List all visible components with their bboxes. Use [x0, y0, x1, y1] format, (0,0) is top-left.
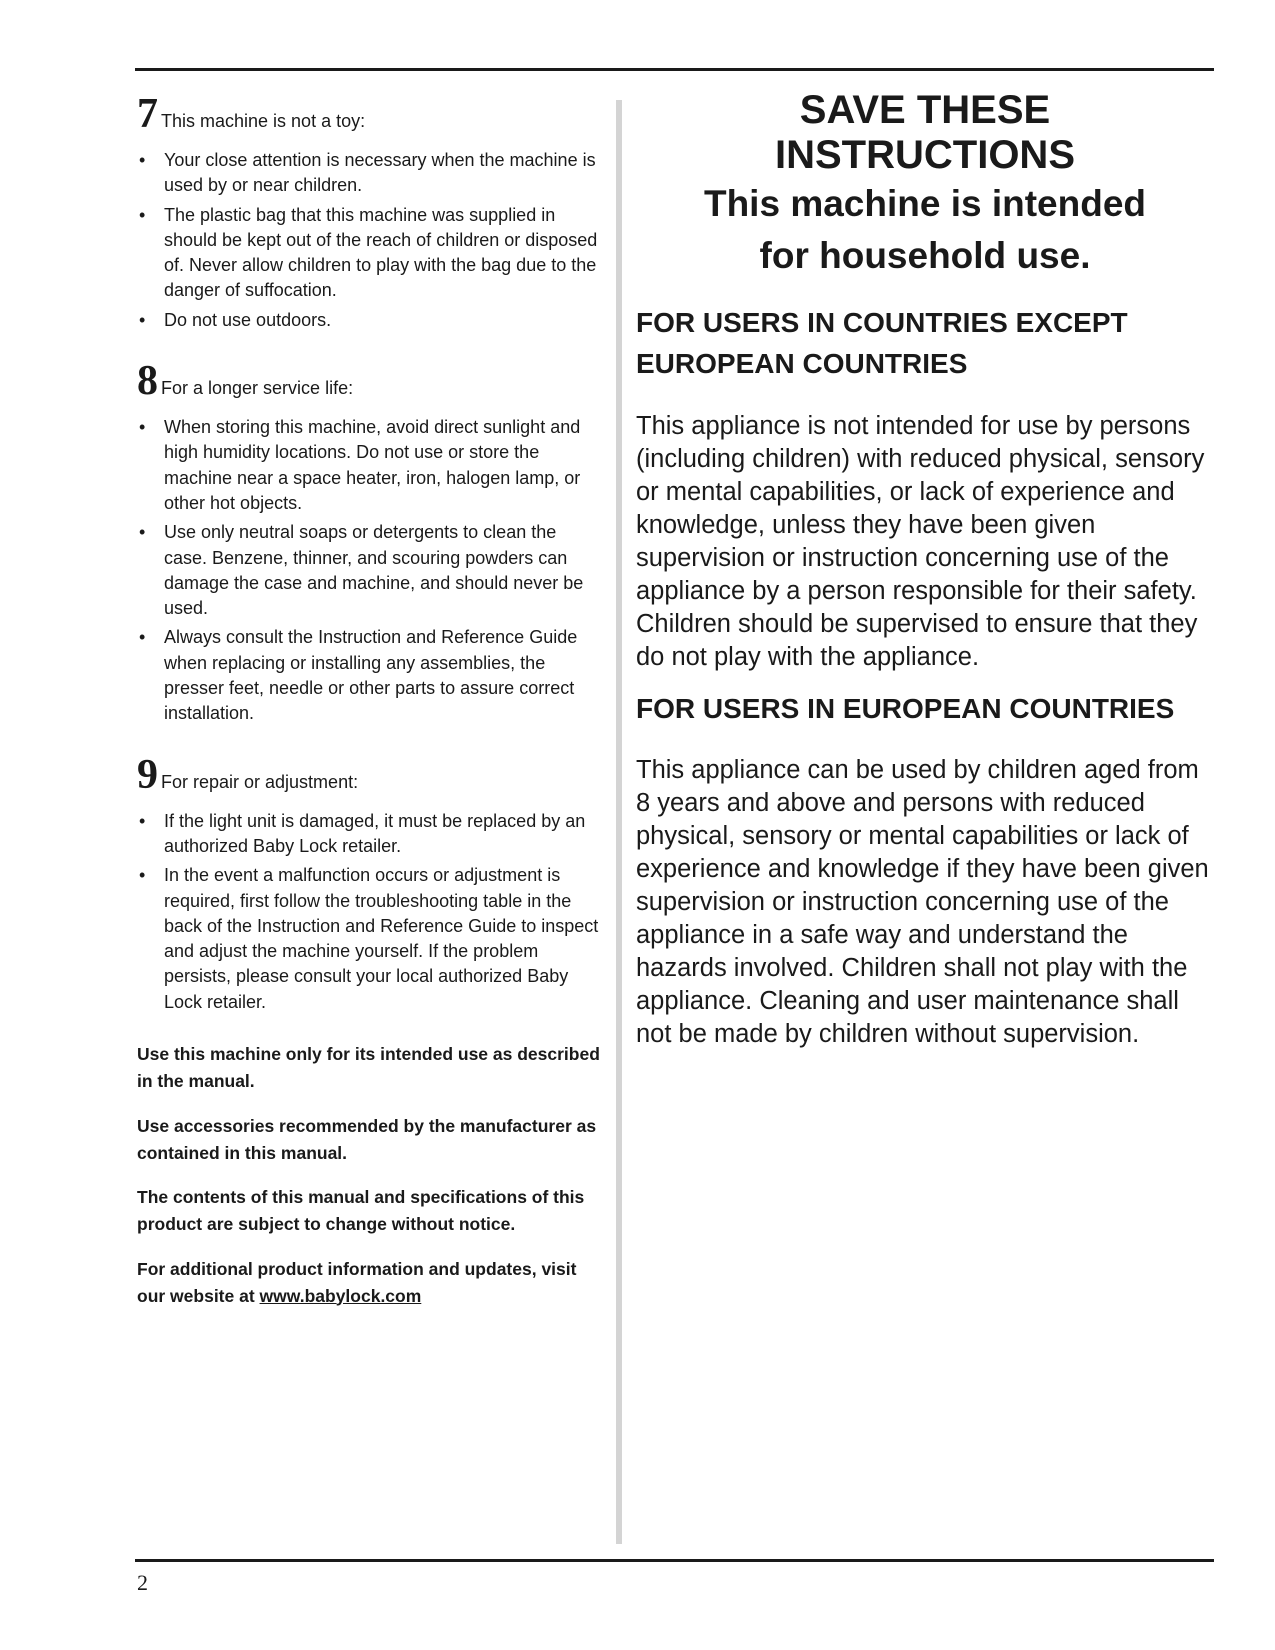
- section-7-heading: [137, 92, 603, 136]
- list-item-text: Your close attention is necessary when the machine is used by or near children.: [164, 150, 596, 196]
- section-title: For a longer service life:: [161, 378, 354, 399]
- bullet-list: [137, 415, 603, 727]
- section-number: 8: [137, 358, 158, 405]
- list-item: [137, 148, 603, 199]
- page-number: 2: [137, 1570, 148, 1595]
- bullet-icon: •: [139, 417, 146, 438]
- list-item-text: When storing this machine, avoid direct sunlight and high humidity locations. Do not use or store the machine near a space heater, iron, halogen lamp, or other hot objects.: [164, 417, 581, 513]
- list-item-text: The plastic bag that this machine was supplied in should be kept out of the reach of children or disposed of. Never allow children to play with the bag due to the danger of suffocation.: [164, 204, 598, 301]
- notes-block: [137, 1041, 603, 1310]
- section-number: 7: [137, 91, 158, 137]
- list-item: [137, 809, 603, 860]
- list-item-text: Always consult the Instruction and Reference Guide when replacing or installing any assemblies, the presser feet, needle or other parts to assure correct installation.: [164, 627, 578, 724]
- bottom-rule: [135, 1559, 1214, 1562]
- section-title: This machine is not a toy:: [161, 111, 366, 131]
- eu-body: This appliance can be used by children aged from 8 years and above and persons with reduced physical, sensory or mental capabilities or lack of experience and knowledge if they have been given supervision or instruction concerning use of the appliance in a safe way and understand the hazards involved. Children shall not play with the appliance. Cleaning and user maintenance shall not be made by children without supervision.: [636, 756, 1209, 1048]
- bullet-icon: •: [139, 309, 146, 330]
- bullet-icon: •: [139, 204, 146, 225]
- non-eu-heading: FOR USERS IN COUNTRIES EXCEPT EUROPEAN COUNTRIES: [636, 307, 1128, 379]
- right-column: [636, 88, 1214, 1065]
- list-item-text: Use only neutral soaps or detergents to clean the case. Benzene, thinner, and scouring powders can damage the case and machine, and should never be used.: [164, 522, 584, 619]
- household-use-heading: This machine is intended for household use.: [703, 183, 1147, 276]
- bullet-icon: •: [139, 627, 146, 648]
- left-column: [137, 92, 603, 1318]
- list-item: [137, 863, 603, 1015]
- list-item-text: In the event a malfunction occurs or adjustment is required, first follow the troubleshooting table in the back of the Instruction and Reference Guide to inspect and adjust the machine yourself. If the problem persists, please consult your local authorized Baby Lock retailer.: [164, 865, 599, 1012]
- section-8-heading: [137, 359, 603, 403]
- section-title: For repair or adjustment:: [161, 771, 359, 792]
- bullet-list: [137, 809, 603, 1015]
- section-7: [137, 92, 603, 333]
- eu-heading: FOR USERS IN EUROPEAN COUNTRIES: [636, 692, 1175, 724]
- top-rule: [135, 68, 1214, 71]
- accessories-note: Use accessories recommended by the manufacturer as contained in this manual.: [137, 1115, 597, 1163]
- save-instructions-title: SAVE THESE INSTRUCTIONS: [775, 88, 1075, 177]
- list-item: [137, 415, 603, 516]
- bullet-icon: •: [139, 810, 146, 831]
- non-eu-body: This appliance is not intended for use by persons (including children) with reduced physical, sensory or mental capabilities, or lack of experience and knowledge, unless they have been given supervision or instruction concerning use of the appliance by a person responsible for their safety. Children should be supervised to ensure that they do not play with the appliance.: [636, 411, 1205, 671]
- website-note: [137, 1256, 603, 1310]
- list-item: [137, 203, 603, 304]
- section-9: [137, 753, 603, 1015]
- section-9-heading: [137, 753, 603, 797]
- list-item: [137, 520, 603, 621]
- website-note-text: For additional product information and updates, visit our website at: [137, 1258, 577, 1306]
- bullet-list: [137, 148, 603, 333]
- list-item-text: Do not use outdoors.: [164, 309, 332, 330]
- list-item: [137, 308, 603, 333]
- section-8: [137, 359, 603, 727]
- section-number: 9: [137, 751, 158, 798]
- bullet-icon: •: [139, 522, 146, 543]
- change-notice-note: The contents of this manual and specifications of this product are subject to change without notice.: [137, 1187, 585, 1235]
- bullet-icon: •: [139, 865, 146, 886]
- intended-use-note: Use this machine only for its intended use as described in the manual.: [137, 1044, 600, 1092]
- list-item-text: If the light unit is damaged, it must be replaced by an authorized Baby Lock retailer.: [164, 810, 586, 856]
- website-link[interactable]: www.babylock.com: [259, 1285, 422, 1306]
- list-item: [137, 625, 603, 726]
- bullet-icon: •: [139, 150, 146, 170]
- column-divider: [616, 100, 622, 1544]
